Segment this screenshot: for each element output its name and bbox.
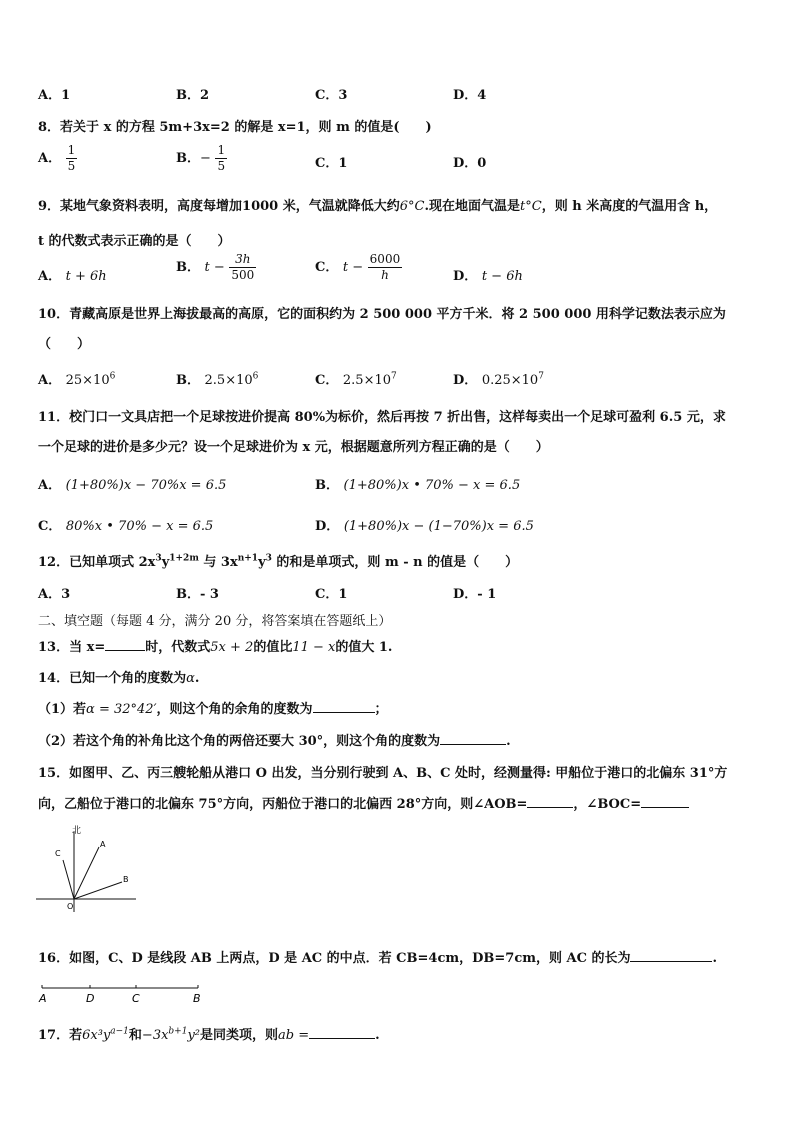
q8-option-a: A． $\frac{1}{5}$ (38, 143, 76, 173)
q16-label-a: A (39, 992, 47, 1005)
q11-option-c: C． 80%x • 70% − x = 6.5 (38, 519, 214, 534)
q10-option-d: D． $0.25\times 10^7$ (453, 371, 544, 388)
q15-label-c: C (55, 849, 61, 858)
q8-stem: 8．若关于 x 的方程 5m+3x=2 的解是 x=1，则 m 的值是( ) (38, 120, 432, 135)
q15-label-north: 北 (72, 826, 82, 836)
q15-ray-oc (63, 860, 74, 899)
q12-option-a: A．3 (38, 587, 71, 602)
q8-option-c: C．1 (315, 156, 348, 171)
q15-label-b: B (123, 875, 129, 884)
q11-option-b: B． (1+80%)x • 70% − x = 6.5 (315, 478, 521, 493)
q8-option-d: D．0 (453, 156, 487, 171)
q10-paren: （ ） (38, 337, 91, 352)
q15-label-a: A (100, 840, 106, 849)
q9-stem-line1: 9．某地气象资料表明，高度每增加1000 米，气温就降低大约6°C.现在地面气温是t°C，则 h 米高度的气温用含 h， (38, 199, 718, 214)
section-heading: 二、填空题（每题 4 分，满分 20 分，将答案填在答题纸上） (38, 614, 392, 629)
q7-option-d: D．4 (453, 88, 487, 103)
q11-option-d: D． (1+80%)x − (1−70%)x = 6.5 (315, 519, 534, 534)
q10-option-b: B． $2.5\times 10^6$ (176, 371, 259, 388)
q9-option-b: B． t − $\frac{3h}{500}$ (176, 252, 255, 282)
q9-stem-line2: t 的代数式表示正确的是（ ） (38, 234, 231, 249)
q9-option-d: D． t − 6h (453, 269, 523, 284)
q14-part2: （2）若这个角的补角比这个角的两倍还要大 30°，则这个角的度数为 . (38, 734, 511, 749)
q7-option-c: C．3 (315, 88, 348, 103)
q16-segment-figure (36, 983, 206, 1005)
q12-stem: 12．已知单项式 $2x^3y^{1+2m}$ 与 $3x^{n+1}y^3$ 的和是单项式，则 m - n 的值是（ ） (38, 553, 519, 570)
q8-option-b: B．− $\frac{1}{5}$ (176, 143, 226, 173)
q13-stem: 13．当 x= 时，代数式5x + 2的值比11 − x的值大 1. (38, 640, 393, 655)
q12-option-b: B．- 3 (176, 587, 219, 602)
q12-option-d: D．- 1 (453, 587, 497, 602)
q11-stem-line2: 一个足球的进价是多少元？设一个足球进价为 x 元，根据题意所列方程正确的是（ ） (38, 440, 549, 455)
q9-option-a: A． t + 6h (38, 269, 107, 284)
q16-label-b: B (193, 992, 201, 1005)
q10-stem: 10．青藏高原是世界上海拔最高的高原，它的面积约为 2 500 000 平方千米．将 2 500 000 用科学记数法表示应为 (38, 307, 726, 322)
q16-stem: 16．如图，C、D 是线段 AB 上两点，D 是 AC 的中点．若 CB=4cm，DB=7cm，则 AC 的长为 . (38, 951, 718, 966)
q7-option-b: B．2 (176, 88, 210, 103)
q12-option-c: C．1 (315, 587, 348, 602)
q17-stem: 17．若$6x^3y^{a-1}$和$-3x^{b+1}y^2$是同类项，则ab = . (38, 1026, 380, 1043)
q7-option-a: A．1 (38, 88, 71, 103)
q15-label-o: O (67, 902, 74, 911)
q15-stem-line1: 15．如图甲、乙、丙三艘轮船从港口 O 出发，当分别行驶到 A、B、C 处时，经测量得: 甲船位于港口的北偏东 31°方 (38, 766, 728, 781)
q15-bearing-figure (36, 822, 142, 914)
q10-option-c: C． $2.5\times 10^7$ (315, 371, 397, 388)
q9-option-c: C． t − $\frac{6000}{h}$ (315, 252, 401, 282)
q15-stem-line2: 向，乙船位于港口的北偏东 75°方向，丙船位于港口的北偏西 28°方向，则∠AOB= ，∠BOC= (38, 793, 689, 812)
q14-stem: 14．已知一个角的度数为α. (38, 671, 200, 686)
q11-stem-line1: 11．校门口一文具店把一个足球按进价提高 80%为标价，然后再按 7 折出售，这样每卖出一个足球可盈利 6.5 元，求 (38, 410, 726, 425)
q14-part1: （1）若α = 32°42′，则这个角的余角的度数为 ； (38, 702, 388, 717)
q16-label-c: C (132, 992, 140, 1005)
q16-label-d: D (86, 992, 95, 1005)
q10-option-a: A． $25\times 10^6$ (38, 371, 116, 388)
q11-option-a: A． (1+80%)x − 70%x = 6.5 (38, 478, 227, 493)
